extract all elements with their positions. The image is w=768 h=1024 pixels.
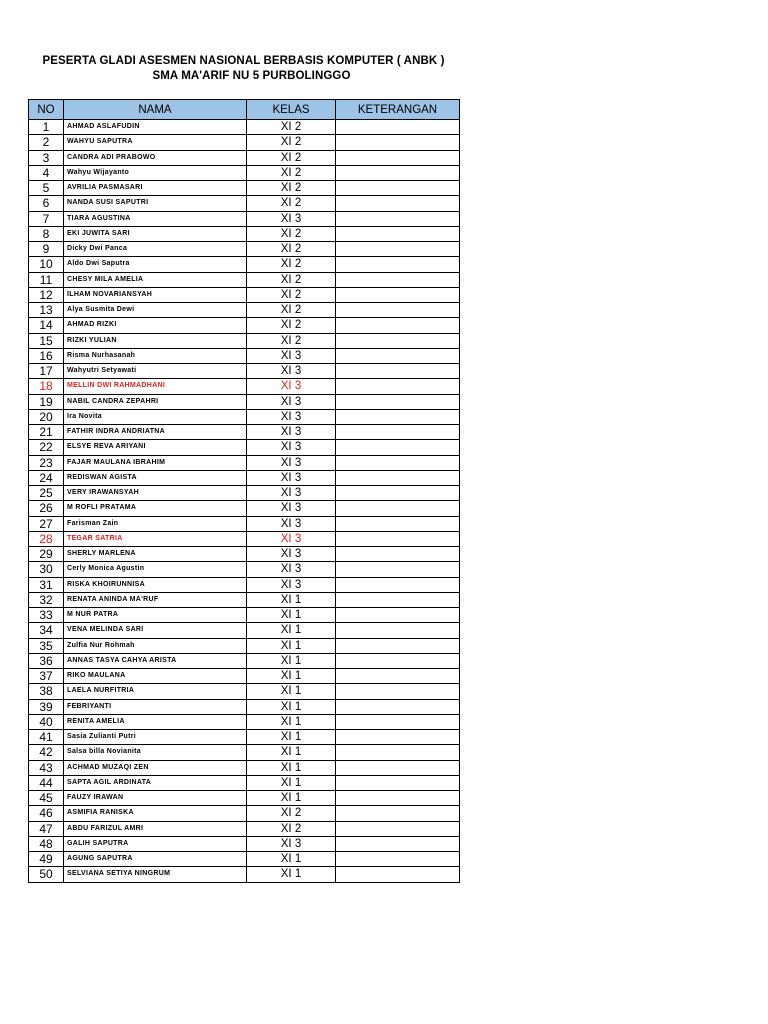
row-number: 7 xyxy=(29,211,64,226)
remarks-cell xyxy=(336,775,460,790)
row-number: 15 xyxy=(29,333,64,348)
student-name: VENA MELINDA SARI xyxy=(64,623,247,638)
row-number: 49 xyxy=(29,852,64,867)
student-name: RIKO MAULANA xyxy=(64,669,247,684)
remarks-cell xyxy=(336,455,460,470)
class-name: XI 2 xyxy=(247,821,336,836)
student-name: Farisman Zain xyxy=(64,516,247,531)
row-number: 47 xyxy=(29,821,64,836)
class-name: XI 1 xyxy=(247,867,336,882)
class-name: XI 2 xyxy=(247,806,336,821)
table-row xyxy=(29,852,460,867)
table-row xyxy=(29,379,460,394)
row-number: 28 xyxy=(29,531,64,546)
class-name: XI 1 xyxy=(247,623,336,638)
row-number: 40 xyxy=(29,714,64,729)
student-name: LAELA NURFITRIA xyxy=(64,684,247,699)
class-name: XI 2 xyxy=(247,287,336,302)
class-name: XI 3 xyxy=(247,547,336,562)
class-name: XI 3 xyxy=(247,211,336,226)
remarks-cell xyxy=(336,394,460,409)
row-number: 39 xyxy=(29,699,64,714)
table-row xyxy=(29,806,460,821)
table-row xyxy=(29,226,460,241)
class-name: XI 1 xyxy=(247,592,336,607)
table-row xyxy=(29,135,460,150)
student-name: SHERLY MARLENA xyxy=(64,547,247,562)
class-name: XI 2 xyxy=(247,150,336,165)
table-row xyxy=(29,409,460,424)
student-name: ABDU FARIZUL AMRI xyxy=(64,821,247,836)
table-row xyxy=(29,684,460,699)
student-name: GALIH SAPUTRA xyxy=(64,836,247,851)
row-number: 38 xyxy=(29,684,64,699)
class-name: XI 1 xyxy=(247,714,336,729)
class-name: XI 2 xyxy=(247,226,336,241)
row-number: 30 xyxy=(29,562,64,577)
table-row xyxy=(29,531,460,546)
row-number: 24 xyxy=(29,470,64,485)
class-name: XI 3 xyxy=(247,562,336,577)
student-name: TIARA AGUSTINA xyxy=(64,211,247,226)
row-number: 32 xyxy=(29,592,64,607)
class-name: XI 2 xyxy=(247,303,336,318)
row-number: 11 xyxy=(29,272,64,287)
remarks-cell xyxy=(336,699,460,714)
class-name: XI 2 xyxy=(247,120,336,135)
table-row xyxy=(29,455,460,470)
remarks-cell xyxy=(336,623,460,638)
class-name: XI 3 xyxy=(247,486,336,501)
row-number: 21 xyxy=(29,425,64,440)
row-number: 9 xyxy=(29,242,64,257)
student-name: Ira Novita xyxy=(64,409,247,424)
remarks-cell xyxy=(336,348,460,363)
row-number: 26 xyxy=(29,501,64,516)
remarks-cell xyxy=(336,150,460,165)
table-row xyxy=(29,836,460,851)
remarks-cell xyxy=(336,333,460,348)
remarks-cell xyxy=(336,669,460,684)
remarks-cell xyxy=(336,318,460,333)
class-name: XI 3 xyxy=(247,379,336,394)
row-number: 44 xyxy=(29,775,64,790)
row-number: 42 xyxy=(29,745,64,760)
remarks-cell xyxy=(336,120,460,135)
column-header-keterangan: KETERANGAN xyxy=(336,100,460,120)
class-name: XI 1 xyxy=(247,775,336,790)
table-row xyxy=(29,577,460,592)
table-row xyxy=(29,440,460,455)
student-name: AGUNG SAPUTRA xyxy=(64,852,247,867)
class-name: XI 1 xyxy=(247,791,336,806)
table-row xyxy=(29,425,460,440)
row-number: 16 xyxy=(29,348,64,363)
table-row xyxy=(29,638,460,653)
table-row xyxy=(29,303,460,318)
student-name: FATHIR INDRA ANDRIATNA xyxy=(64,425,247,440)
class-name: XI 3 xyxy=(247,470,336,485)
row-number: 29 xyxy=(29,547,64,562)
table-row xyxy=(29,608,460,623)
student-name: FAUZY IRAWAN xyxy=(64,791,247,806)
class-name: XI 3 xyxy=(247,836,336,851)
class-name: XI 2 xyxy=(247,333,336,348)
class-name: XI 2 xyxy=(247,242,336,257)
remarks-cell xyxy=(336,501,460,516)
class-name: XI 1 xyxy=(247,684,336,699)
student-name: SELVIANA SETIYA NINGRUM xyxy=(64,867,247,882)
remarks-cell xyxy=(336,486,460,501)
row-number: 1 xyxy=(29,120,64,135)
class-name: XI 1 xyxy=(247,745,336,760)
student-name: Dicky Dwi Panca xyxy=(64,242,247,257)
student-name: Risma Nurhasanah xyxy=(64,348,247,363)
table-row xyxy=(29,242,460,257)
table-row xyxy=(29,867,460,882)
row-number: 43 xyxy=(29,760,64,775)
class-name: XI 3 xyxy=(247,531,336,546)
remarks-cell xyxy=(336,287,460,302)
remarks-cell xyxy=(336,608,460,623)
student-name: TEGAR SATRIA xyxy=(64,531,247,546)
student-name: ILHAM NOVARIANSYAH xyxy=(64,287,247,302)
table-row xyxy=(29,318,460,333)
row-number: 20 xyxy=(29,409,64,424)
remarks-cell xyxy=(336,211,460,226)
table-row xyxy=(29,165,460,180)
remarks-cell xyxy=(336,745,460,760)
document-title: PESERTA GLADI ASESMEN NASIONAL BERBASIS KOMPUTER ( ANBK ) xyxy=(42,55,445,67)
row-number: 27 xyxy=(29,516,64,531)
remarks-cell xyxy=(336,226,460,241)
table-row xyxy=(29,348,460,363)
remarks-cell xyxy=(336,196,460,211)
remarks-cell xyxy=(336,592,460,607)
class-name: XI 3 xyxy=(247,516,336,531)
row-number: 41 xyxy=(29,730,64,745)
remarks-cell xyxy=(336,165,460,180)
remarks-cell xyxy=(336,730,460,745)
class-name: XI 3 xyxy=(247,440,336,455)
row-number: 13 xyxy=(29,303,64,318)
class-name: XI 2 xyxy=(247,318,336,333)
class-name: XI 2 xyxy=(247,135,336,150)
table-row xyxy=(29,120,460,135)
student-name: VERY IRAWANSYAH xyxy=(64,486,247,501)
row-number: 3 xyxy=(29,150,64,165)
row-number: 10 xyxy=(29,257,64,272)
row-number: 46 xyxy=(29,806,64,821)
table-header-row xyxy=(29,100,460,120)
row-number: 4 xyxy=(29,165,64,180)
remarks-cell xyxy=(336,577,460,592)
class-name: XI 1 xyxy=(247,608,336,623)
student-name: EKI JUWITA SARI xyxy=(64,226,247,241)
table-row xyxy=(29,745,460,760)
student-name: Wahyutri Setyawati xyxy=(64,364,247,379)
student-name: Cerly Monica Agustin xyxy=(64,562,247,577)
remarks-cell xyxy=(336,791,460,806)
table-row xyxy=(29,821,460,836)
row-number: 35 xyxy=(29,638,64,653)
class-name: XI 3 xyxy=(247,501,336,516)
table-row xyxy=(29,364,460,379)
student-name: SAPTA AGIL ARDINATA xyxy=(64,775,247,790)
row-number: 2 xyxy=(29,135,64,150)
class-name: XI 2 xyxy=(247,272,336,287)
student-name: ACHMAD MUZAQI ZEN xyxy=(64,760,247,775)
student-name: M ROFLI PRATAMA xyxy=(64,501,247,516)
table-row xyxy=(29,562,460,577)
remarks-cell xyxy=(336,852,460,867)
class-name: XI 3 xyxy=(247,425,336,440)
table-row xyxy=(29,394,460,409)
row-number: 12 xyxy=(29,287,64,302)
remarks-cell xyxy=(336,364,460,379)
row-number: 18 xyxy=(29,379,64,394)
remarks-cell xyxy=(336,379,460,394)
student-name: ASMIFIA RANISKA xyxy=(64,806,247,821)
row-number: 25 xyxy=(29,486,64,501)
remarks-cell xyxy=(336,684,460,699)
student-name: Sasia Zulianti Putri xyxy=(64,730,247,745)
table-row xyxy=(29,623,460,638)
row-number: 34 xyxy=(29,623,64,638)
table-row xyxy=(29,791,460,806)
class-name: XI 2 xyxy=(247,257,336,272)
row-number: 23 xyxy=(29,455,64,470)
table-row xyxy=(29,333,460,348)
remarks-cell xyxy=(336,257,460,272)
student-name: Alya Susmita Dewi xyxy=(64,303,247,318)
student-name: WAHYU SAPUTRA xyxy=(64,135,247,150)
student-name: NANDA SUSI SAPUTRI xyxy=(64,196,247,211)
student-name: CANDRA ADI PRABOWO xyxy=(64,150,247,165)
row-number: 37 xyxy=(29,669,64,684)
table-row xyxy=(29,547,460,562)
row-number: 6 xyxy=(29,196,64,211)
remarks-cell xyxy=(336,653,460,668)
class-name: XI 1 xyxy=(247,730,336,745)
remarks-cell xyxy=(336,821,460,836)
class-name: XI 3 xyxy=(247,577,336,592)
class-name: XI 1 xyxy=(247,653,336,668)
remarks-cell xyxy=(336,135,460,150)
student-name: CHESY MILA AMELIA xyxy=(64,272,247,287)
remarks-cell xyxy=(336,516,460,531)
remarks-cell xyxy=(336,470,460,485)
student-name: AHMAD RIZKI xyxy=(64,318,247,333)
class-name: XI 2 xyxy=(247,165,336,180)
table-row xyxy=(29,699,460,714)
table-row xyxy=(29,150,460,165)
class-name: XI 3 xyxy=(247,394,336,409)
remarks-cell xyxy=(336,181,460,196)
row-number: 19 xyxy=(29,394,64,409)
row-number: 22 xyxy=(29,440,64,455)
class-name: XI 2 xyxy=(247,181,336,196)
student-name: M NUR PATRA xyxy=(64,608,247,623)
student-name: Aldo Dwi Saputra xyxy=(64,257,247,272)
document-subtitle: SMA MA'ARIF NU 5 PURBOLINGGO xyxy=(152,70,351,82)
student-name: ELSYE REVA ARIYANI xyxy=(64,440,247,455)
student-name: Zulfia Nur Rohmah xyxy=(64,638,247,653)
table-row xyxy=(29,486,460,501)
student-name: Wahyu Wijayanto xyxy=(64,165,247,180)
student-name: RIZKI YULIAN xyxy=(64,333,247,348)
remarks-cell xyxy=(336,531,460,546)
row-number: 17 xyxy=(29,364,64,379)
student-name: FAJAR MAULANA IBRAHIM xyxy=(64,455,247,470)
remarks-cell xyxy=(336,562,460,577)
class-name: XI 1 xyxy=(247,699,336,714)
student-name: NABIL CANDRA ZEPAHRI xyxy=(64,394,247,409)
remarks-cell xyxy=(336,867,460,882)
participant-table xyxy=(28,99,460,883)
row-number: 36 xyxy=(29,653,64,668)
student-name: FEBRIYANTI xyxy=(64,699,247,714)
row-number: 8 xyxy=(29,226,64,241)
class-name: XI 3 xyxy=(247,348,336,363)
row-number: 45 xyxy=(29,791,64,806)
row-number: 14 xyxy=(29,318,64,333)
remarks-cell xyxy=(336,242,460,257)
table-row xyxy=(29,272,460,287)
student-name: REDISWAN AGISTA xyxy=(64,470,247,485)
row-number: 50 xyxy=(29,867,64,882)
row-number: 31 xyxy=(29,577,64,592)
remarks-cell xyxy=(336,760,460,775)
class-name: XI 3 xyxy=(247,455,336,470)
table-row xyxy=(29,501,460,516)
column-header-no: NO xyxy=(29,100,64,120)
table-row xyxy=(29,730,460,745)
remarks-cell xyxy=(336,836,460,851)
student-name: RISKA KHOIRUNNISA xyxy=(64,577,247,592)
class-name: XI 1 xyxy=(247,669,336,684)
student-name: AHMAD ASLAFUDIN xyxy=(64,120,247,135)
student-name: RENATA ANINDA MA'RUF xyxy=(64,592,247,607)
row-number: 48 xyxy=(29,836,64,851)
table-row xyxy=(29,211,460,226)
table-row xyxy=(29,714,460,729)
student-name: AVRILIA PASMASARI xyxy=(64,181,247,196)
student-name: ANNAS TASYA CAHYA ARISTA xyxy=(64,653,247,668)
remarks-cell xyxy=(336,425,460,440)
table-row xyxy=(29,516,460,531)
class-name: XI 1 xyxy=(247,852,336,867)
table-row xyxy=(29,196,460,211)
class-name: XI 3 xyxy=(247,409,336,424)
row-number: 5 xyxy=(29,181,64,196)
table-body xyxy=(29,120,460,883)
table-row xyxy=(29,653,460,668)
class-name: XI 1 xyxy=(247,638,336,653)
remarks-cell xyxy=(336,714,460,729)
student-name: Salsa billa Novianita xyxy=(64,745,247,760)
student-name: RENITA AMELIA xyxy=(64,714,247,729)
column-header-nama: NAMA xyxy=(64,100,247,120)
class-name: XI 2 xyxy=(247,196,336,211)
table-row xyxy=(29,287,460,302)
class-name: XI 3 xyxy=(247,364,336,379)
table-row xyxy=(29,470,460,485)
table-row xyxy=(29,592,460,607)
remarks-cell xyxy=(336,638,460,653)
remarks-cell xyxy=(336,409,460,424)
table-row xyxy=(29,760,460,775)
table-row xyxy=(29,257,460,272)
remarks-cell xyxy=(336,547,460,562)
remarks-cell xyxy=(336,440,460,455)
table-row xyxy=(29,775,460,790)
table-row xyxy=(29,181,460,196)
remarks-cell xyxy=(336,806,460,821)
column-header-kelas: KELAS xyxy=(247,100,336,120)
student-name: MELLIN DWI RAHMADHANI xyxy=(64,379,247,394)
row-number: 33 xyxy=(29,608,64,623)
table-row xyxy=(29,669,460,684)
remarks-cell xyxy=(336,303,460,318)
class-name: XI 1 xyxy=(247,760,336,775)
remarks-cell xyxy=(336,272,460,287)
